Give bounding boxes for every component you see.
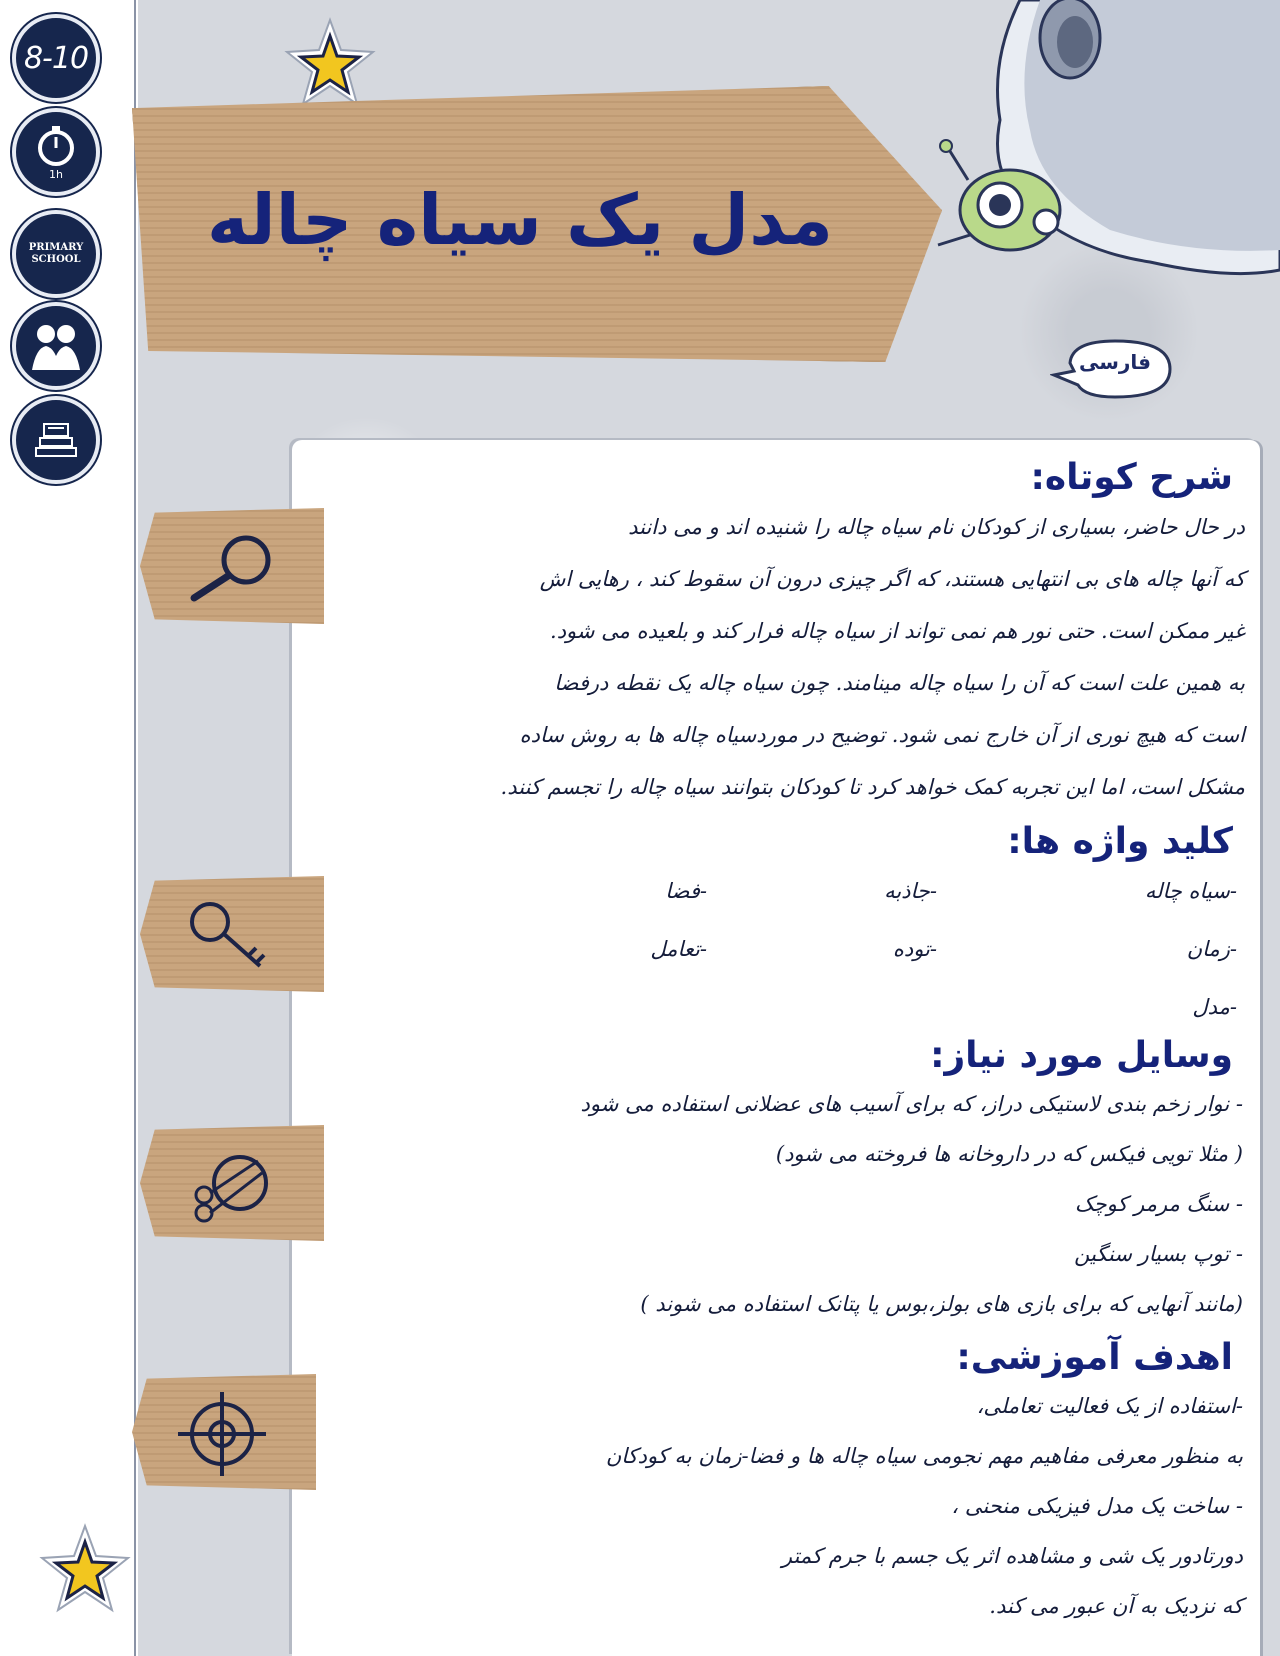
- keyword-item: -زمان: [1186, 937, 1237, 961]
- magnifier-icon: [170, 526, 290, 610]
- keyword-item: -تعامل: [650, 937, 707, 961]
- objectives-line: دورتادور یک شی و مشاهده اثر یک جسم با جرم کمتر: [781, 1544, 1243, 1568]
- target-icon: [162, 1392, 282, 1476]
- school-badge: [12, 210, 100, 298]
- content: [280, 455, 1255, 1650]
- timer-icon: [34, 124, 78, 168]
- keyword-item: -مدل: [1192, 995, 1237, 1019]
- keyword-item: -جاذبه: [884, 879, 937, 903]
- summary-text: [280, 501, 1255, 813]
- books-badge: [12, 396, 100, 484]
- key-icon: [170, 894, 290, 978]
- materials-heading: وسایل مورد نیاز:: [930, 1035, 1233, 1076]
- keywords-list: [280, 865, 1255, 1033]
- objectives-line: به منظور معرفی مفاهیم مهم نجومی سیاه چاله ها و فضا-زمان به کودکان: [605, 1444, 1243, 1468]
- objectives-heading: اهدف آموزشی:: [956, 1337, 1233, 1378]
- alien-planet-illustration: [930, 0, 1280, 290]
- sidebar: [0, 0, 136, 1656]
- objectives-line: -استفاده از یک فعالیت تعاملی،: [976, 1394, 1243, 1418]
- school-level: PRIMARY SCHOOL: [28, 242, 84, 265]
- summary-line: است که هیچ نوری از آن خارج نمی شود. توضیح در موردسیاه چاله ها به روش ساده: [519, 723, 1245, 747]
- keyword-item: -سیاه چاله: [1144, 879, 1237, 903]
- duration-label: 1h: [49, 167, 63, 181]
- summary-line: به همین علت است که آن را سیاه چاله مینامند. چون سیاه چاله یک نقطه درفضا: [554, 671, 1245, 695]
- scissors-tape-icon: [170, 1143, 290, 1227]
- summary-heading: شرح کوتاه:: [1030, 457, 1233, 498]
- summary-line: که آنها چاله های بی انتهایی هستند، که اگر چیزی درون آن سقوط کند ، رهایی اش: [539, 567, 1245, 591]
- age-range: 8-10: [23, 40, 89, 76]
- objectives-line: که نزدیک به آن عبور می کند.: [989, 1594, 1243, 1618]
- keywords-heading: کلید واژه ها:: [1007, 821, 1233, 862]
- materials-line: (مانند آنهایی که برای بازی های بولز،بوس یا پتانک استفاده می شوند ): [640, 1292, 1243, 1316]
- children-icon: [26, 318, 86, 374]
- duration-badge: [12, 108, 100, 196]
- summary-line: مشکل است، اما این تجربه کمک خواهد کرد تا کودکان بتوانند سیاه چاله را تجسم کنند.: [500, 775, 1245, 799]
- materials-list: [280, 1079, 1255, 1329]
- page-title: مدل یک سیاه چاله: [206, 179, 834, 261]
- materials-line: ( مثلا تویی فیکس که در داروخانه ها فروخته می شود): [775, 1142, 1243, 1166]
- star-icon: [275, 14, 385, 114]
- summary-line: غیر ممکن است. حتی نور هم نمی تواند از سیاه چاله فرار کند و بلعیده می شود.: [550, 619, 1245, 643]
- materials-line: - نوار زخم بندی لاستیکی دراز، که برای آسیب های عضلانی استفاده می شود: [580, 1092, 1243, 1116]
- language-label: فارسی: [1078, 350, 1152, 374]
- star-icon-bottom: [30, 1520, 140, 1620]
- summary-line: در حال حاضر، بسیاری از کودکان نام سیاه چاله را شنیده اند و می دانند: [628, 515, 1245, 539]
- objectives-list: [280, 1381, 1255, 1631]
- books-icon: [28, 414, 84, 466]
- objectives-line: - ساخت یک مدل فیزیکی منحنی ،: [951, 1494, 1243, 1518]
- age-badge: [12, 14, 100, 102]
- materials-line: - سنگ مرمر کوچک: [1074, 1192, 1243, 1216]
- keyword-item: -فضا: [665, 879, 707, 903]
- children-badge: [12, 302, 100, 390]
- keyword-item: -توده: [892, 937, 937, 961]
- materials-line: - توپ بسیار سنگین: [1074, 1242, 1243, 1266]
